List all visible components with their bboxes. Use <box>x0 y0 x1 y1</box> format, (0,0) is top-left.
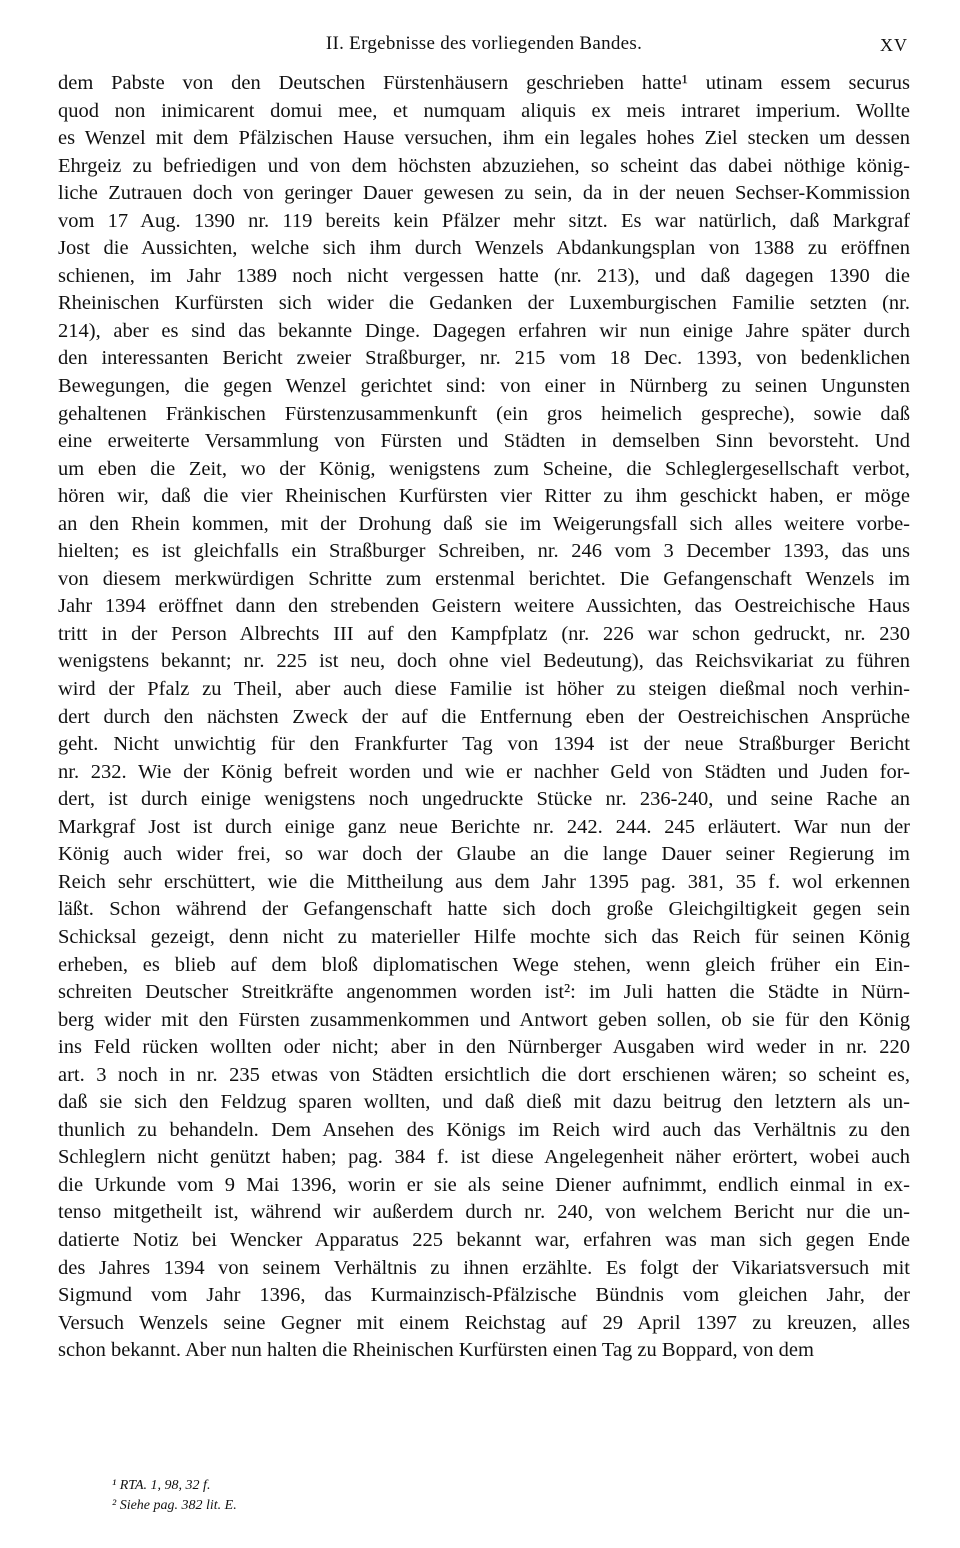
body-line: Markgraf Jost ist durch einige ganz neue Berichte nr. 242. 244. 245 erläutert. War nun der <box>58 815 910 838</box>
body-line: Rheinischen Kurfürsten sich wider die Gedanken der Luxemburgischen Familie setzten (nr. <box>58 292 910 315</box>
body-line: des Jahres 1394 von seinem Verhältnis zu ihnen erzählte. Es folgt der Vikariatsversuch mit <box>58 1256 910 1279</box>
body-line: nr. 232. Wie der König befreit worden und wie er nachher Geld von Städten und Juden for- <box>58 760 910 783</box>
body-line: art. 3 noch in nr. 235 etwas von Städten ersichtlich die dort erschienen wären; so scheint es, <box>58 1063 910 1086</box>
body-line: erheben, es blieb auf dem bloß diplomatischen Wege stehen, wenn gleich früher ein Ein- <box>58 953 910 976</box>
body-line: tenso mitgetheilt ist, während wir außerdem durch nr. 240, von welchem Bericht nur die un- <box>58 1201 910 1224</box>
body-line: berg wider mit den Fürsten zusammenkommen und Antwort geben sollen, ob sie für den König <box>58 1008 910 1031</box>
body-line: Sigmund vom Jahr 1396, das Kurmainzisch-Pfälzische Bündnis vom gleichen Jahr, der <box>58 1284 910 1307</box>
body-line: Bewegungen, die gegen Wenzel gerichtet sind: von einer in Nürnberg zu seinen Ungunsten <box>58 375 910 398</box>
body-line: thunlich zu behandeln. Dem Ansehen des Königs im Reich wird auch das Verhältnis zu den <box>58 1118 910 1141</box>
body-line: den interessanten Bericht zweier Straßburger, nr. 215 vom 18 Dec. 1393, von bedenklichen <box>58 347 910 370</box>
body-line: schon bekannt. Aber nun halten die Rheinischen Kurfürsten einen Tag zu Boppard, von dem <box>58 1339 814 1362</box>
body-line: dem Pabste von den Deutschen Fürstenhäusern geschrieben hatte¹ utinam essem securus <box>58 72 910 94</box>
body-line: Ehrgeiz zu befriedigen und von dem höchsten abzuziehen, so scheint das dabei nöthige könig- <box>58 154 910 177</box>
body-line: liche Zutrauen doch von geringer Dauer gewesen zu sein, da in der neuen Sechser-Kommission <box>58 182 910 205</box>
body-line: eine erweiterte Versammlung von Fürsten und Städten in demselben Sinn bevorsteht. Und <box>58 430 910 453</box>
body-line: datierte Notiz bei Wencker Apparatus 225 bekannt war, erfahren was man sich gegen Ende <box>58 1228 910 1251</box>
body-line: geht. Nicht unwichtig für den Frankfurter Tag von 1394 ist der neue Straßburger Bericht <box>58 733 910 756</box>
body-line: von diesem merkwürdigen Schritte zum erstenmal berichtet. Die Gefangenschaft Wenzels im <box>58 567 910 590</box>
body-line: ins Feld rücken wollten oder nicht; aber in den Nürnberger Ausgaben wird weder in nr. 220 <box>58 1036 910 1059</box>
body-line: wenigstens bekannt; nr. 225 ist neu, doch ohne viel Bedeutung), das Reichsvikariat zu führen <box>58 650 910 673</box>
body-line: schreiten Deutscher Streitkräfte angenommen worden ist²: im Juli hatten die Städte in Nürn- <box>58 981 910 1004</box>
body-line: daß sie sich den Feldzug sparen wollten, und daß dieß mit dazu beitrug den letztern als un- <box>58 1091 910 1114</box>
page-number: XV <box>880 35 908 55</box>
body-line: hielten; es ist gleichfalls ein Straßburger Schreiben, nr. 246 vom 3 December 1393, das uns <box>58 540 910 563</box>
footnote: ¹ RTA. 1, 98, 32 f. <box>112 1478 211 1493</box>
body-line: dert durch den nächsten Zweck der auf die Entfernung eben der Oestreichischen Ansprüche <box>58 705 910 728</box>
body-line: schienen, im Jahr 1389 noch nicht vergessen hatte (nr. 213), und daß dagegen 1390 die <box>58 264 910 287</box>
footnotes <box>112 1476 512 1516</box>
body-line: Jost die Aussichten, welche sich ihm durch Wenzels Abdankungsplan von 1388 zu eröffnen <box>58 237 910 260</box>
body-line: Jahr 1394 eröffnet dann den strebenden Geistern weitere Aussichten, das Oestreichische Haus <box>58 595 910 618</box>
body-line: tritt in der Person Albrechts III auf den Kampfplatz (nr. 226 war schon gedruckt, nr. 230 <box>58 622 910 645</box>
body-line: hören wir, daß die vier Rheinischen Kurfürsten vier Ritter zu ihm geschickt haben, er möge <box>58 485 910 508</box>
body-line: vom 17 Aug. 1390 nr. 119 bereits kein Pfälzer mehr sitzt. Es war natürlich, daß Markgraf <box>58 209 910 232</box>
body-line: König auch wider frei, so war doch der Glaube an die lange Dauer seiner Regierung im <box>58 843 910 866</box>
body-line: es Wenzel mit dem Pfälzischen Hause versuchen, ihm ein legales hohes Ziel stecken um dessen <box>58 127 910 150</box>
body-line: die Urkunde vom 9 Mai 1396, worin er sie als seine Diener aufnimmt, endlich einmal in ex- <box>58 1173 910 1196</box>
header-title: II. Ergebnisse des vorliegenden Bandes. <box>325 33 643 54</box>
body-line: gehaltenen Fränkischen Fürstenzusammenkunft (ein gros heimelich gespreche), sowie daß <box>58 402 910 425</box>
body-line: 214), aber es sind das bekannte Dinge. Dagegen erfahren wir nun einige Jahre später durch <box>58 319 910 342</box>
body-line: an den Rhein kommen, mit der Drohung daß sie im Weigerungsfall sich alles weitere vorbe- <box>58 512 910 535</box>
running-header <box>60 33 908 55</box>
body-line: wird der Pfalz zu Theil, aber auch diese Familie ist höher zu steigen dießmal noch verhin- <box>58 678 910 701</box>
body-line: Reich sehr erschüttert, wie die Mittheilung aus dem Jahr 1395 pag. 381, 35 f. wol erkennen <box>58 870 910 893</box>
footnote: ² Siehe pag. 382 lit. E. <box>112 1498 237 1513</box>
body-line: um eben die Zeit, wo der König, wenigstens zum Scheine, die Schleglergesellschaft verbot, <box>58 457 910 480</box>
body-line: läßt. Schon während der Gefangenschaft hatte sich doch große Gleichgiltigkeit gegen sein <box>58 898 910 921</box>
body-line: Schicksal gezeigt, denn nicht zu materieller Hilfe mochte sich das Reich für seinen König <box>58 925 910 948</box>
body-line: quod non inimicarent domui mee, et numquam aliquis ex meis intraret imperium. Wollte <box>58 99 910 122</box>
body-text <box>58 70 910 1365</box>
body-line: Versuch Wenzels seine Gegner mit einem Reichstag auf 29 April 1397 zu kreuzen, alles <box>58 1311 910 1334</box>
body-line: Schleglern nicht genützt haben; pag. 384 f. ist diese Angelegenheit näher erörtert, wobei auch <box>58 1146 910 1169</box>
body-line: dert, ist durch einige wenigstens noch ungedruckte Stücke nr. 236-240, und seine Rache an <box>58 788 910 811</box>
